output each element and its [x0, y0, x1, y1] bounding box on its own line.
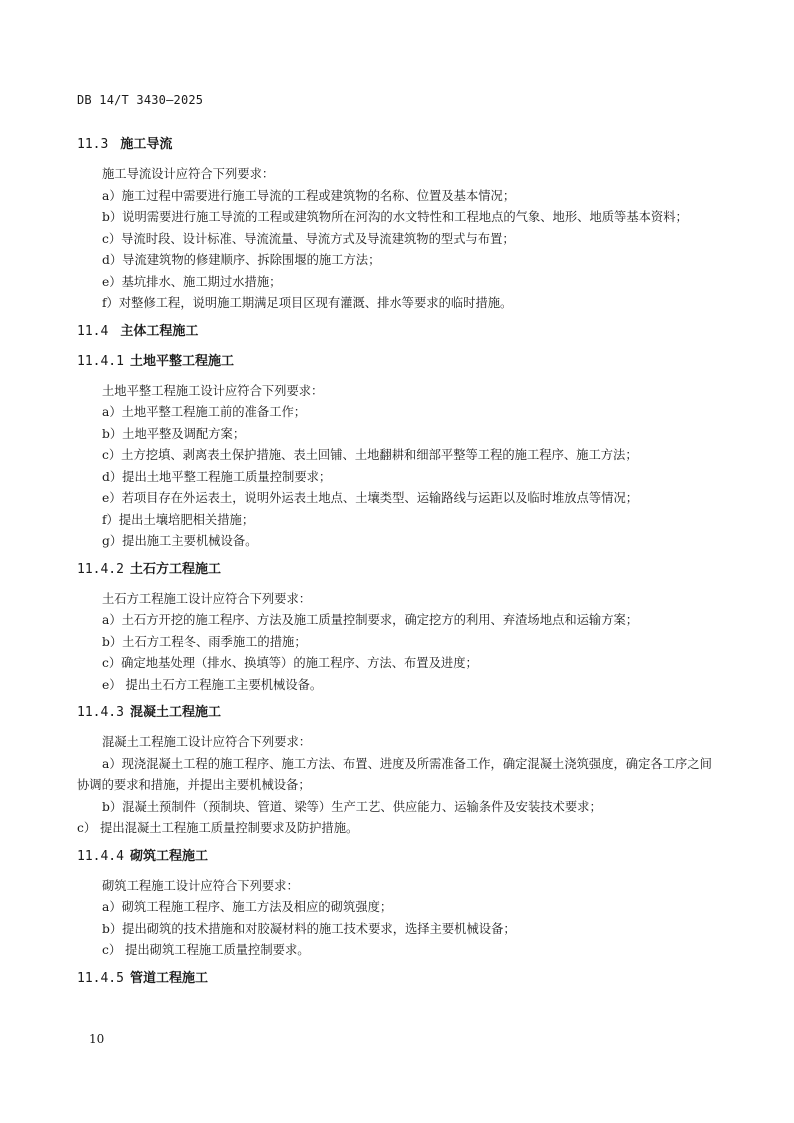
- list-item: a）土石方开挖的施工程序、方法及施工质量控制要求，确定挖方的利用、弃渣场地点和运输方案；: [102, 613, 639, 627]
- list-item: d）导流建筑物的修建顺序、拆除围堰的施工方法；: [102, 253, 381, 267]
- subsection-title: 管道工程施工: [129, 970, 208, 986]
- section-heading: [77, 134, 717, 155]
- section-11-4-2: [77, 559, 717, 697]
- section-heading: [77, 321, 717, 342]
- subsection-title: 混凝土工程施工: [129, 705, 221, 720]
- document-body: [77, 128, 717, 998]
- subsection-number: 11.4.2: [77, 561, 124, 577]
- list-item: c） 提出混凝土工程施工质量控制要求及防护措施。: [77, 821, 359, 835]
- subsection-heading: [77, 702, 717, 723]
- list-item: d）提出土地平整工程施工质量控制要求；: [102, 469, 332, 484]
- paragraph: 土石方工程施工设计应符合下列要求：: [102, 591, 312, 606]
- list-item: b）混凝土预制件（预制块、管道、梁等）生产工艺、供应能力、运输条件及安装技术要求；: [102, 799, 602, 814]
- document-header-code: DB 14/T 3430—2025: [77, 93, 204, 107]
- list-item: c）导流时段、设计标准、导流流量、导流方式及导流建筑物的型式与布置；: [102, 231, 515, 246]
- section-title: 主体工程施工: [120, 323, 199, 339]
- list-item: f）提出土壤培肥相关措施；: [102, 512, 255, 527]
- subsection-number: 11.4.4: [77, 848, 124, 864]
- subsection-number: 11.4.5: [77, 970, 124, 986]
- list-item: e）基坑排水、施工期过水措施；: [102, 274, 282, 289]
- list-item: a）施工过程中需要进行施工导流的工程或建筑物的名称、位置及基本情况；: [102, 188, 516, 203]
- paragraph: 施工导流设计应符合下列要求：: [102, 167, 275, 181]
- list-item: a）现浇混凝土工程的施工程序、施工方法、布置、进度及所需准备工作，确定混凝土浇筑强度，确定各工序之间协调的要求和措施，并提出主要机械设备；: [77, 756, 712, 792]
- section-number: 11.3: [77, 137, 109, 152]
- subsection-number: 11.4.1: [77, 353, 124, 369]
- list-item: b）提出砌筑的技术措施和对胶凝材料的施工技术要求，选择主要机械设备；: [102, 921, 516, 936]
- list-item: b）说明需要进行施工导流的工程或建筑物所在河沟的水文特性和工程地点的气象、地形、地质等基本资料；: [102, 210, 688, 224]
- page-number: 10: [89, 1032, 105, 1046]
- paragraph: 土地平整工程施工设计应符合下列要求：: [102, 383, 324, 398]
- list-item: b）土石方工程冬、雨季施工的措施；: [102, 634, 307, 649]
- list-item: a）砌筑工程施工程序、施工方法及相应的砌筑强度；: [102, 900, 393, 914]
- list-item: c）确定地基处理（排水、换填等）的施工程序、方法、布置及进度；: [102, 656, 478, 670]
- list-item: f）对整修工程，说明施工期满足项目区现有灌溉、排水等要求的临时措施。: [102, 296, 513, 310]
- list-item: a）土地平整工程施工前的准备工作；: [102, 405, 307, 419]
- section-11-3: [77, 134, 717, 315]
- subsection-title: 土地平整工程施工: [129, 353, 234, 369]
- subsection-heading: [77, 968, 717, 989]
- section-11-4-1: [77, 351, 717, 553]
- paragraph: 砌筑工程施工设计应符合下列要求：: [102, 878, 299, 893]
- subsection-title: 土石方工程施工: [129, 561, 221, 577]
- section-title: 施工导流: [120, 137, 173, 152]
- list-item: b）土地平整及调配方案；: [102, 426, 246, 441]
- section-number: 11.4: [77, 323, 109, 339]
- section-11-4: [77, 321, 717, 342]
- subsection-title: 砌筑工程施工: [129, 848, 208, 864]
- subsection-heading: [77, 846, 717, 867]
- subsection-number: 11.4.3: [77, 705, 124, 720]
- paragraph: 混凝土工程施工设计应符合下列要求：: [102, 735, 312, 749]
- section-11-4-3: [77, 702, 717, 840]
- section-11-4-4: [77, 846, 717, 962]
- list-item: c）土方挖填、剥离表土保护措施、表土回铺、土地翻耕和细部平整等工程的施工程序、施工方法；: [102, 448, 638, 462]
- section-11-4-5: [77, 968, 717, 989]
- list-item: e） 提出土石方工程施工主要机械设备。: [102, 677, 323, 692]
- subsection-heading: [77, 559, 717, 580]
- list-item: e）若项目存在外运表土，说明外运表土地点、土壤类型、运输路线与运距以及临时堆放点等情况；: [102, 491, 639, 505]
- subsection-heading: [77, 351, 717, 372]
- list-item: c） 提出砌筑工程施工质量控制要求。: [102, 943, 310, 957]
- list-item: g）提出施工主要机械设备。: [102, 534, 258, 548]
